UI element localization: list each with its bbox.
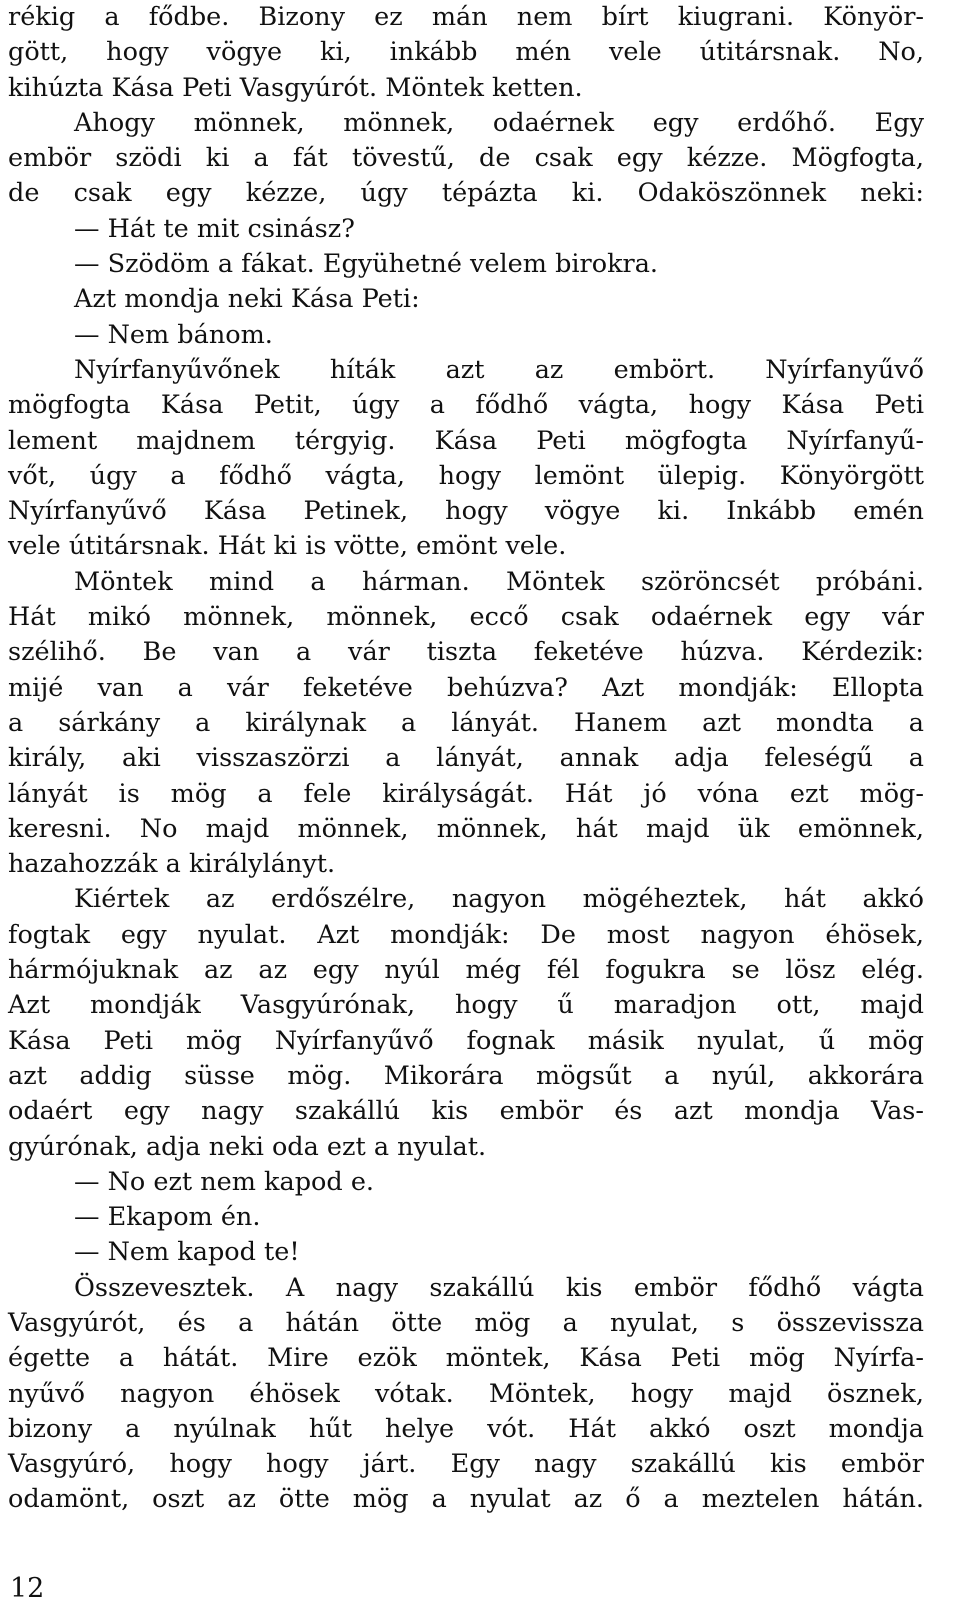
text-line: gött, hogy vögye ki, inkább mén vele útitársnak. No,	[8, 37, 924, 68]
text-line: — Nem kapod te!	[74, 1237, 300, 1268]
text-line: Vasgyúrót, és a hátán ötte mög a nyulat, s összevissza	[8, 1307, 924, 1338]
text-line: nyűvő nagyon éhösek vótak. Möntek, hogy majd ösznek,	[8, 1378, 924, 1409]
text-line: hármójuknak az az egy nyúl még fél fogukra se lösz elég.	[8, 955, 924, 986]
text-line: szélihő. Be van a vár tiszta feketéve húzva. Kérdezik:	[8, 637, 924, 668]
text-line: — Szödöm a fákat. Együhetné velem birokra.	[74, 249, 659, 280]
text-line: de csak egy kézze, úgy tépázta ki. Odaköszönnek neki:	[8, 178, 924, 209]
text-line: fogtak egy nyulat. Azt mondják: De most nagyon éhösek,	[8, 919, 924, 950]
text-line: Ahogy mönnek, mönnek, odaérnek egy erdőhő. Egy	[74, 107, 924, 138]
text-line: mijé van a vár feketéve behúzva? Azt mondják: Ellopta	[8, 672, 924, 703]
text-line: mögfogta Kása Petit, úgy a fődhő vágta, hogy Kása Peti	[8, 390, 924, 421]
text-line: Vasgyúró, hogy hogy járt. Egy nagy szakállú kis embör	[8, 1449, 924, 1480]
text-line: Kiértek az erdőszélre, nagyon mögéheztek, hát akkó	[74, 884, 924, 915]
text-line: kihúzta Kása Peti Vasgyúrót. Möntek ketten.	[8, 72, 583, 103]
text-line: égette a hátát. Mire ezök möntek, Kása Peti mög Nyírfa-	[8, 1343, 924, 1374]
text-line: a sárkány a királynak a lányát. Hanem azt mondta a	[8, 707, 924, 738]
page-number: 12	[10, 1573, 45, 1604]
text-line: Hát mikó mönnek, mönnek, eccő csak odaérnek egy vár	[8, 602, 924, 633]
text-line: — Nem bánom.	[74, 319, 273, 350]
text-line: lement majdnem térgyig. Kása Peti mögfogta Nyírfanyű-	[8, 425, 924, 456]
text-line: — Hát te mit csinász?	[74, 213, 355, 244]
text-line: Nyírfanyűvő Kása Petinek, hogy vögye ki. Inkább emén	[8, 496, 924, 527]
text-line: embör szödi ki a fát tövestű, de csak egy kézze. Mögfogta,	[8, 143, 924, 174]
text-line: azt addig süsse mög. Mikorára mögsűt a nyúl, akkorára	[8, 1060, 924, 1091]
text-line: Összevesztek. A nagy szakállú kis embör fődhő vágta	[74, 1272, 924, 1303]
text-line: — Ekapom én.	[74, 1202, 261, 1233]
text-line: Nyírfanyűvőnek híták azt az embört. Nyírfanyűvő	[74, 354, 924, 385]
text-line: hazahozzák a királylányt.	[8, 849, 336, 880]
text-line: vele útitársnak. Hát ki is vötte, emönt vele.	[8, 531, 567, 562]
text-line: gyúrónak, adja neki oda ezt a nyulat.	[8, 1131, 487, 1162]
text-line: odamönt, oszt az ötte mög a nyulat az ő a meztelen hátán.	[8, 1484, 924, 1515]
text-line: Azt mondják Vasgyúrónak, hogy ű maradjon ott, majd	[8, 990, 924, 1021]
text-line: odaért egy nagy szakállú kis embör és azt mondja Vas-	[8, 1096, 924, 1127]
text-line: rékig a fődbe. Bizony ez mán nem bírt kiugrani. Könyör-	[8, 2, 924, 32]
text-line: Azt mondja neki Kása Peti:	[74, 284, 420, 315]
page-text	[8, 0, 924, 1518]
text-line: bizony a nyúlnak hűt helye vót. Hát akkó oszt mondja	[8, 1413, 924, 1444]
text-line: Möntek mind a hárman. Möntek szöröncsét próbáni.	[74, 566, 924, 597]
text-line: vőt, úgy a fődhő vágta, hogy lemönt ülepig. Könyörgött	[8, 460, 924, 491]
text-line: lányát is mög a fele királyságát. Hát jó vóna ezt mög-	[8, 778, 924, 809]
text-line: keresni. No majd mönnek, mönnek, hát majd ük emönnek,	[8, 813, 924, 844]
text-line: Kása Peti mög Nyírfanyűvő fognak másik nyulat, ű mög	[8, 1025, 924, 1056]
text-line: király, aki visszaszörzi a lányát, annak adja feleségű a	[8, 743, 924, 774]
text-line: — No ezt nem kapod e.	[74, 1166, 375, 1197]
